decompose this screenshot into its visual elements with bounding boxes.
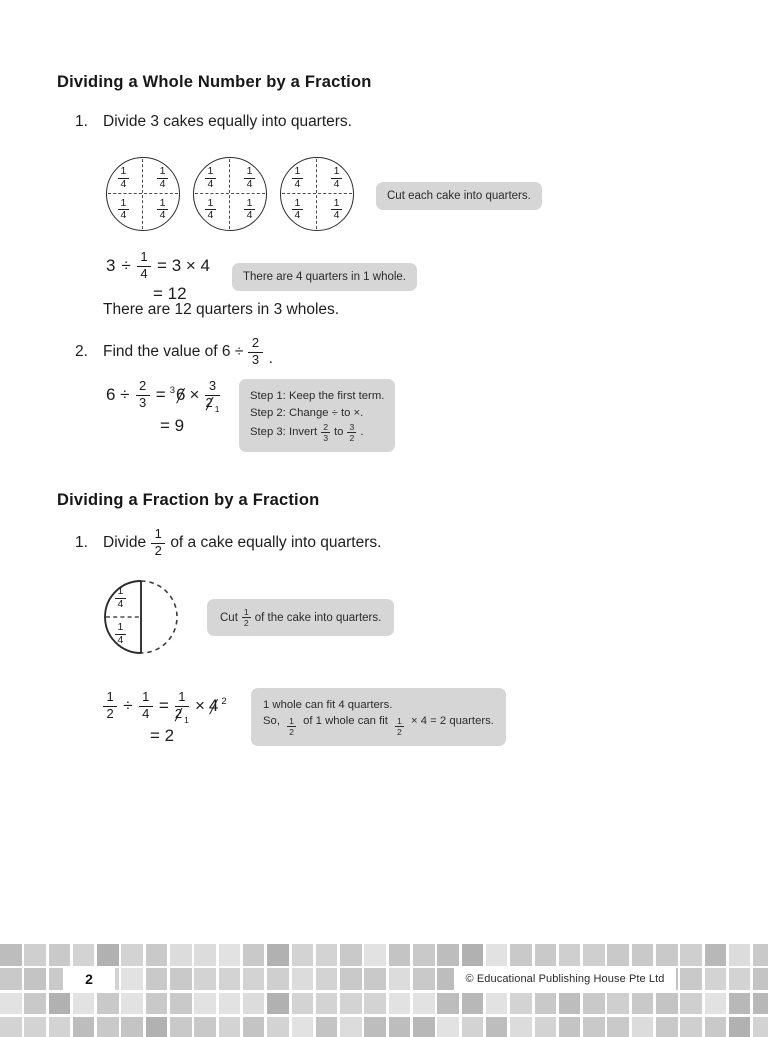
times-sign: × xyxy=(189,385,200,404)
footer-mosaic-cell xyxy=(340,968,362,990)
quarter-label: 1 4 xyxy=(205,198,216,223)
footer-mosaic-cell xyxy=(510,944,532,966)
footer-mosaic-cell xyxy=(462,944,484,966)
cake-horizontal-cut-line xyxy=(108,193,178,194)
eq2-lhs: 6 ÷ xyxy=(106,385,130,404)
fraction-two-thirds: $\frac{2}{3}$ xyxy=(136,379,150,411)
fraction-three-halves-cancelled: $\frac{3}{2 _1}$ xyxy=(205,378,220,414)
footer-mosaic-cell xyxy=(73,1017,95,1037)
cake-horizontal-cut-line xyxy=(195,193,265,194)
footer-mosaic-cell xyxy=(146,944,168,966)
problem-1 xyxy=(75,113,352,131)
footer-mosaic-cell xyxy=(486,1017,508,1037)
quarter-label: 1 4 xyxy=(157,166,168,191)
footer-mosaic-cell xyxy=(194,993,216,1015)
footer-mosaic-cell xyxy=(656,993,678,1015)
footer-mosaic-cell xyxy=(316,944,338,966)
quarter-label: 1 4 xyxy=(115,622,126,647)
quarter-label: 1 4 xyxy=(244,166,255,191)
footer-mosaic-cell xyxy=(121,993,143,1015)
footer-mosaic-cell xyxy=(705,993,727,1015)
mini-fraction-one-half: 1 2 xyxy=(243,607,249,628)
copyright-text: © Educational Publishing House Pte Ltd xyxy=(465,973,665,985)
footer-mosaic-cell xyxy=(97,1017,119,1037)
page-number: 2 xyxy=(85,971,93,987)
fraction-two-thirds: $\frac{2}{3}$ xyxy=(248,336,262,368)
eq1-lhs: 3 xyxy=(106,256,116,275)
footer-mosaic-cell xyxy=(170,993,192,1015)
callout-text: Cut each cake into quarters. xyxy=(387,190,531,202)
footer-mosaic-cell xyxy=(340,993,362,1015)
cake-circle-1 xyxy=(106,157,180,231)
footer-mosaic-cell xyxy=(364,1017,386,1037)
section1-heading: Dividing a Whole Number by a Fraction xyxy=(57,73,372,91)
footer-mosaic-cell xyxy=(559,993,581,1015)
footer-mosaic-cell xyxy=(219,1017,241,1037)
callout-four-quarters xyxy=(232,263,417,291)
footer-mosaic-cell xyxy=(462,1017,484,1037)
footer-mosaic-cell xyxy=(121,1017,143,1037)
mini-fraction-one-half: $\frac{1}{2}$ xyxy=(289,716,294,738)
dashed-right-semicircle xyxy=(141,581,177,653)
footer-mosaic-cell xyxy=(292,1017,314,1037)
footer-mosaic-cell xyxy=(49,993,71,1015)
footer-mosaic-cell xyxy=(0,993,22,1015)
callout-line-1: 1 whole can fit 4 quarters. xyxy=(263,699,393,711)
footer-mosaic-cell xyxy=(49,1017,71,1037)
quarter-label: 1 4 xyxy=(244,198,255,223)
cancelled-four: 4 $^2$ xyxy=(208,696,227,715)
equation-3 xyxy=(100,684,228,728)
footer-mosaic-cell xyxy=(219,944,241,966)
footer-mosaic-cell xyxy=(0,968,22,990)
quarter-label: 1 4 xyxy=(118,166,129,191)
footer-mosaic-cell xyxy=(753,1017,768,1037)
footer-mosaic-cell xyxy=(219,968,241,990)
footer-mosaic-cell xyxy=(680,1017,702,1037)
fraction-one-half: $\frac{1}{2}$ xyxy=(151,527,165,559)
fraction-one-quarter: $\frac{1}{4}$ xyxy=(139,690,153,722)
footer-mosaic-cell xyxy=(413,993,435,1015)
footer-mosaic-cell xyxy=(243,968,265,990)
footer-mosaic-cell xyxy=(413,968,435,990)
callout-text: Cut 1 2 of the cake into quarters. xyxy=(220,607,382,628)
footer-mosaic-cell xyxy=(559,944,581,966)
footer-mosaic-cell xyxy=(121,944,143,966)
footer-mosaic-cell xyxy=(146,968,168,990)
footer-mosaic-cell xyxy=(73,993,95,1015)
cancelled-six: $^3$6 xyxy=(169,385,186,404)
cake-circle-2 xyxy=(193,157,267,231)
fraction-one-half: $\frac{1}{2}$ xyxy=(103,690,117,722)
quarter-label: 1 4 xyxy=(331,166,342,191)
footer-mosaic-cell xyxy=(24,1017,46,1037)
cake-horizontal-cut-line xyxy=(282,193,352,194)
equation-1-result: = 12 xyxy=(153,284,187,303)
footer-mosaic-cell xyxy=(267,993,289,1015)
footer-mosaic-cell xyxy=(413,944,435,966)
cancel-subscript: 1 xyxy=(214,404,220,414)
footer-mosaic-cell xyxy=(583,944,605,966)
footer-mosaic-cell xyxy=(73,944,95,966)
footer-mosaic-cell xyxy=(583,1017,605,1037)
times-sign: × xyxy=(194,696,205,715)
footer-mosaic-cell xyxy=(49,944,71,966)
footer-mosaic-cell xyxy=(389,993,411,1015)
footer-mosaic-cell xyxy=(146,993,168,1015)
problem-2 xyxy=(75,333,273,371)
footer-mosaic-cell xyxy=(632,1017,654,1037)
footer-mosaic-cell xyxy=(364,968,386,990)
footer-mosaic-cell xyxy=(510,1017,532,1037)
conclusion-text: There are 12 quarters in 3 wholes. xyxy=(103,301,340,318)
footer-mosaic-cell xyxy=(535,993,557,1015)
problem-3-text-pre: Divide xyxy=(103,534,147,551)
footer-mosaic-cell xyxy=(705,1017,727,1037)
footer-mosaic-cell xyxy=(656,1017,678,1037)
footer-mosaic-cell xyxy=(97,993,119,1015)
equation-2 xyxy=(103,374,223,416)
footer-mosaic-cell xyxy=(583,993,605,1015)
footer-mosaic-cell xyxy=(632,944,654,966)
quarter-label: 1 4 xyxy=(292,166,303,191)
footer-mosaic-cell xyxy=(194,944,216,966)
footer-mosaic-cell xyxy=(243,944,265,966)
footer-mosaic-cell xyxy=(753,993,768,1015)
problem-3-number: 1. xyxy=(75,534,88,551)
section2-heading: Dividing a Fraction by a Fraction xyxy=(57,491,320,509)
footer-mosaic-cell xyxy=(316,993,338,1015)
quarter-label: 1 4 xyxy=(331,198,342,223)
footer-mosaic-cell xyxy=(24,944,46,966)
footer-mosaic-cell xyxy=(462,993,484,1015)
footer-mosaic-cell xyxy=(194,1017,216,1037)
footer-mosaic-cell xyxy=(0,944,22,966)
footer-mosaic-cell xyxy=(753,968,768,990)
quarter-label: 1 4 xyxy=(157,198,168,223)
footer-mosaic-cell xyxy=(146,1017,168,1037)
problem-1-number: 1. xyxy=(75,113,88,130)
footer-mosaic-cell xyxy=(219,993,241,1015)
footer-mosaic-cell xyxy=(292,944,314,966)
footer-mosaic-cell xyxy=(559,1017,581,1037)
footer-mosaic-cell xyxy=(486,993,508,1015)
footer-mosaic-cell xyxy=(656,944,678,966)
equation-3-result: = 2 xyxy=(150,726,175,745)
cake-vertical-cut-line xyxy=(316,159,317,229)
callout-fit-quarters xyxy=(251,688,506,746)
footer-mosaic-cell xyxy=(486,944,508,966)
footer-mosaic-cell xyxy=(535,1017,557,1037)
footer-mosaic-cell xyxy=(170,968,192,990)
equation-1 xyxy=(103,247,213,285)
cake-diagrams xyxy=(106,157,354,231)
cancel-subscript: 1 xyxy=(184,715,189,725)
footer-mosaic-cell xyxy=(121,968,143,990)
footer-mosaic-cell xyxy=(316,968,338,990)
equals-sign: = xyxy=(158,696,169,715)
footer-mosaic-cell xyxy=(364,944,386,966)
cancelled-denominator: 2 $_1$ xyxy=(205,395,220,414)
cake-circle-3 xyxy=(280,157,354,231)
equation-2-result: = 9 xyxy=(160,416,185,435)
callout-line-2: So, $\frac{1}{2}$ of 1 whole can fit $\frac{1}{2}$ × 4 = 2 quarters. xyxy=(263,715,494,738)
footer-mosaic-cell xyxy=(24,968,46,990)
footer-mosaic-cell xyxy=(389,944,411,966)
cake-vertical-cut-line xyxy=(229,159,230,229)
footer-mosaic-cell xyxy=(340,944,362,966)
footer-mosaic-cell xyxy=(510,993,532,1015)
footer-mosaic-cell xyxy=(292,993,314,1015)
footer-mosaic-cell xyxy=(437,944,459,966)
mini-fraction-three-halves: 3 2 xyxy=(349,421,355,443)
footer-mosaic-cell xyxy=(729,968,751,990)
step-3: Step 3: Invert 2 3 to 3 2 . xyxy=(250,421,364,443)
footer-mosaic-cell xyxy=(364,993,386,1015)
step-2: Step 2: Change ÷ to ×. xyxy=(250,406,364,419)
equals-sign: = xyxy=(155,385,166,404)
problem-2-number: 2. xyxy=(75,343,88,360)
period: . xyxy=(268,350,273,367)
footer-mosaic-cell xyxy=(753,944,768,966)
footer-mosaic-cell xyxy=(729,944,751,966)
footer-mosaic-cell xyxy=(680,993,702,1015)
callout-steps xyxy=(239,379,395,452)
problem-1-text: Divide 3 cakes equally into quarters. xyxy=(103,113,352,130)
footer-mosaic-cell xyxy=(607,1017,629,1037)
cancel-superscript: 2 xyxy=(221,696,227,707)
quarter-label: 1 4 xyxy=(292,198,303,223)
footer-mosaic-cell xyxy=(243,993,265,1015)
footer-mosaic-cell xyxy=(729,1017,751,1037)
footer-mosaic-cell xyxy=(607,944,629,966)
callout-text: There are 4 quarters in 1 whole. xyxy=(243,271,407,283)
footer-mosaic-cell xyxy=(170,1017,192,1037)
cancelled-denominator: 2 $_1$ xyxy=(174,706,189,725)
callout-cut-each-cake xyxy=(376,182,542,210)
footer-mosaic-cell xyxy=(413,1017,435,1037)
footer-mosaic-cell xyxy=(437,1017,459,1037)
problem-2-text: Find the value of 6 ÷ xyxy=(103,343,244,360)
quarter-label: 1 4 xyxy=(115,586,126,611)
footer-mosaic-cell xyxy=(0,1017,22,1037)
footer-mosaic-cell xyxy=(267,1017,289,1037)
half-cake-diagram xyxy=(103,579,179,655)
footer-mosaic-cell xyxy=(24,993,46,1015)
copyright-badge xyxy=(454,967,676,991)
problem-3 xyxy=(75,524,381,562)
divide-sign: ÷ xyxy=(121,256,131,275)
footer-mosaic-cell xyxy=(729,993,751,1015)
footer-mosaic-cell xyxy=(705,968,727,990)
footer-mosaic-cell xyxy=(607,993,629,1015)
page-number-badge xyxy=(63,967,115,991)
quarter-label: 1 4 xyxy=(205,166,216,191)
footer-mosaic-cell xyxy=(340,1017,362,1037)
fraction-one-half-cancelled: $\frac{1}{2 _1}$ xyxy=(174,689,189,725)
footer-mosaic-cell xyxy=(389,968,411,990)
fraction-one-quarter: $\frac{1}{4}$ xyxy=(137,250,151,282)
footer-mosaic-cell xyxy=(243,1017,265,1037)
step-1: Step 1: Keep the first term. xyxy=(250,390,385,402)
callout-cut-half-cake xyxy=(207,599,394,636)
cancel-superscript: 3 xyxy=(169,385,175,396)
footer-mosaic-cell xyxy=(267,944,289,966)
footer-mosaic-cell xyxy=(267,968,289,990)
divide-sign: ÷ xyxy=(123,696,133,715)
footer-mosaic-cell xyxy=(170,944,192,966)
footer-mosaic-cell xyxy=(316,1017,338,1037)
footer-mosaic-cell xyxy=(437,993,459,1015)
quarter-label: 1 4 xyxy=(118,198,129,223)
footer-mosaic-cell xyxy=(389,1017,411,1037)
footer-mosaic-cell xyxy=(292,968,314,990)
problem-3-text-post: of a cake equally into quarters. xyxy=(170,534,382,551)
mini-fraction-two-thirds: 2 3 xyxy=(323,421,329,443)
footer-mosaic-cell xyxy=(680,968,702,990)
eq1-rhs: = 3 × 4 xyxy=(157,256,210,275)
cake-vertical-cut-line xyxy=(142,159,143,229)
footer-mosaic-cell xyxy=(535,944,557,966)
footer-mosaic-cell xyxy=(680,944,702,966)
footer-mosaic-cell xyxy=(97,944,119,966)
footer-mosaic-cell xyxy=(194,968,216,990)
mini-fraction-one-half: $\frac{1}{2}$ xyxy=(397,716,402,738)
footer-mosaic-cell xyxy=(632,993,654,1015)
footer-mosaic-cell xyxy=(705,944,727,966)
